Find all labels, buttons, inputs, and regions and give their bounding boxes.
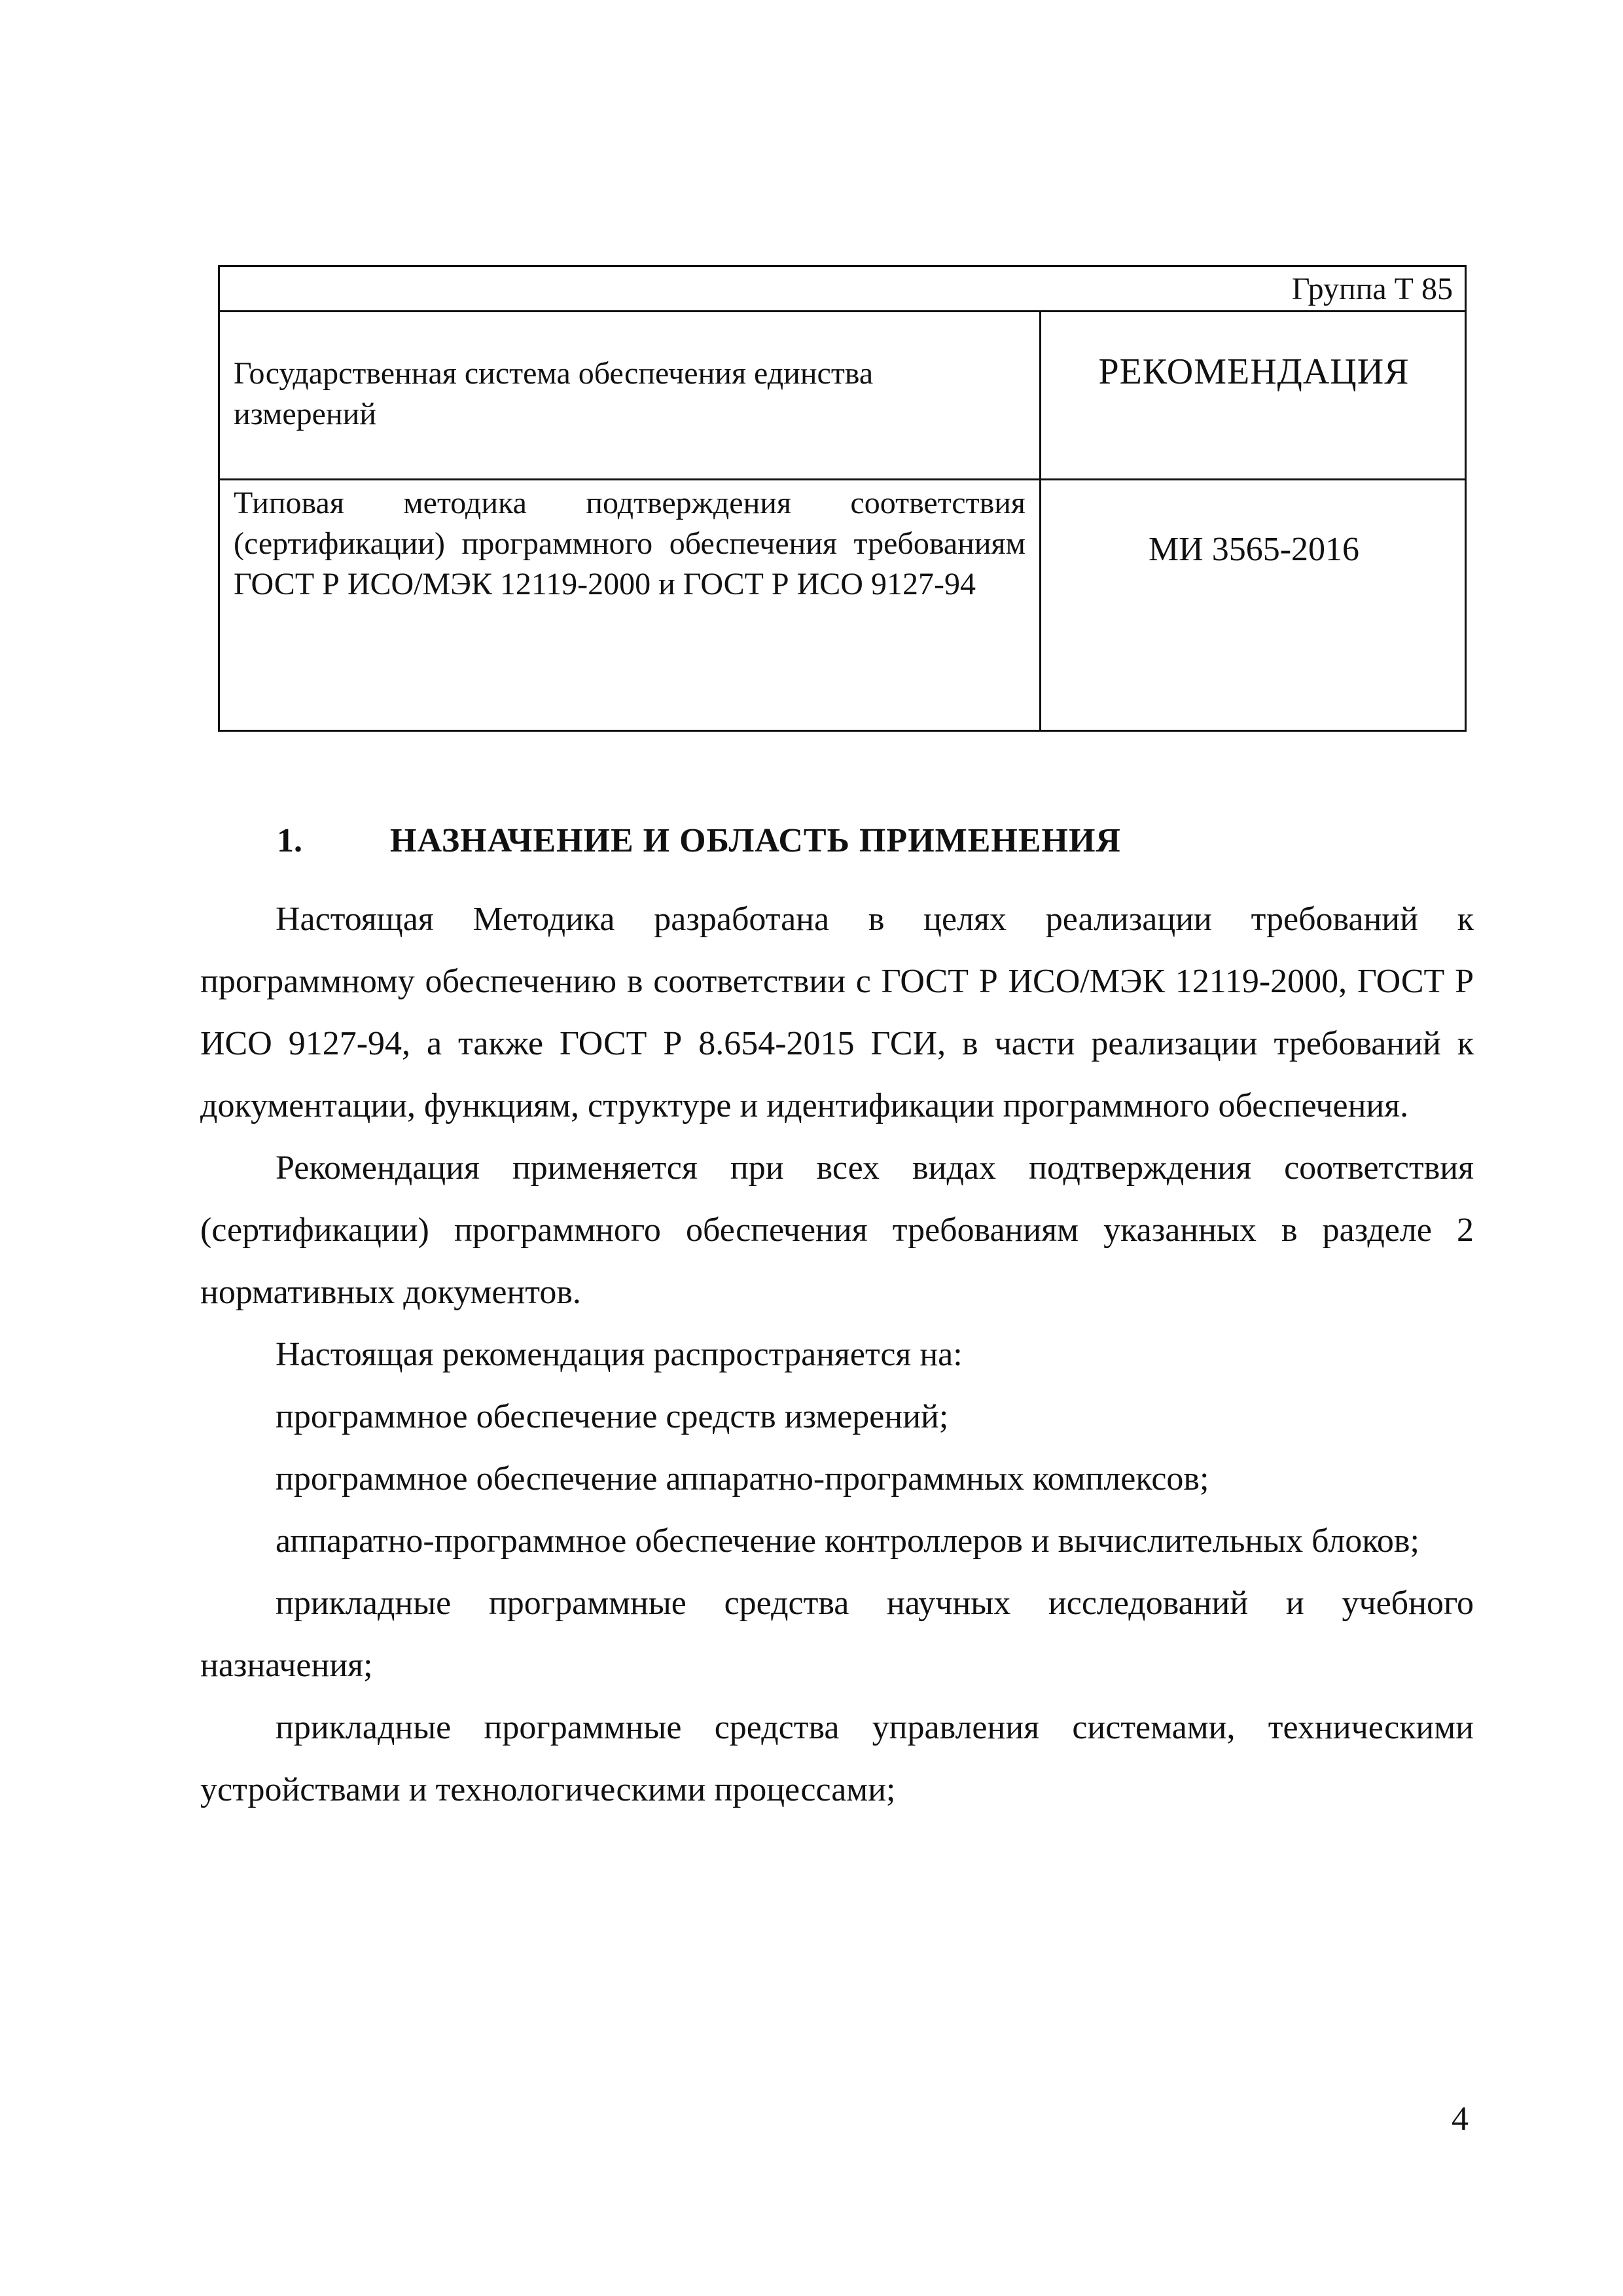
header-table xyxy=(218,265,1467,732)
list-item: прикладные программные средства научных исследований и учебного назначения; xyxy=(200,1585,1474,1684)
section-title: НАЗНАЧЕНИЕ И ОБЛАСТЬ ПРИМЕНЕНИЯ xyxy=(390,822,1121,859)
group-label: Группа Т 85 xyxy=(1291,272,1453,306)
page-number: 4 xyxy=(1452,2100,1469,2138)
group-row xyxy=(220,267,1465,312)
method-title: Типовая методика подтверждения соответствия (сертификации) программного обеспечения требованиям ГОСТ Р ИСО/МЭК 12119-2000 и ГОСТ Р ИСО 9127-94 xyxy=(234,486,1026,601)
table-row-divider xyxy=(220,478,1465,480)
paragraph: Настоящая Методика разработана в целях реализации требований к программному обеспечению в соответствии с ГОСТ Р ИСО/МЭК 12119-2000, ГОСТ Р ИСО 9127-94, а также ГОСТ Р 8.654-2015 ГСИ, в части реализации требований к документации, функциям, структуре и идентификации программного обеспечения. xyxy=(200,901,1474,1124)
paragraph: Рекомендация применяется при всех видах подтверждения соответствия (сертификации) программного обеспечения требованиям указанных в разделе 2 нормативных документов. xyxy=(200,1149,1474,1311)
list-item: программное обеспечение аппаратно-программных комплексов; xyxy=(276,1460,1209,1498)
document-type: РЕКОМЕНДАЦИЯ xyxy=(1098,351,1410,392)
system-name: Государственная система обеспечения единства измерений xyxy=(234,356,874,431)
list-item: аппаратно-программное обеспечение контроллеров и вычислительных блоков; xyxy=(276,1522,1419,1560)
section-number: 1. xyxy=(277,822,302,859)
paragraph: Настоящая рекомендация распространяется на: xyxy=(276,1336,963,1373)
document-code: МИ 3565-2016 xyxy=(1148,531,1360,568)
body-text xyxy=(200,888,1474,1821)
list-item: прикладные программные средства управления системами, техническими устройствами и технологическими процессами; xyxy=(200,1709,1474,1808)
list-item: программное обеспечение средств измерений; xyxy=(276,1398,949,1435)
